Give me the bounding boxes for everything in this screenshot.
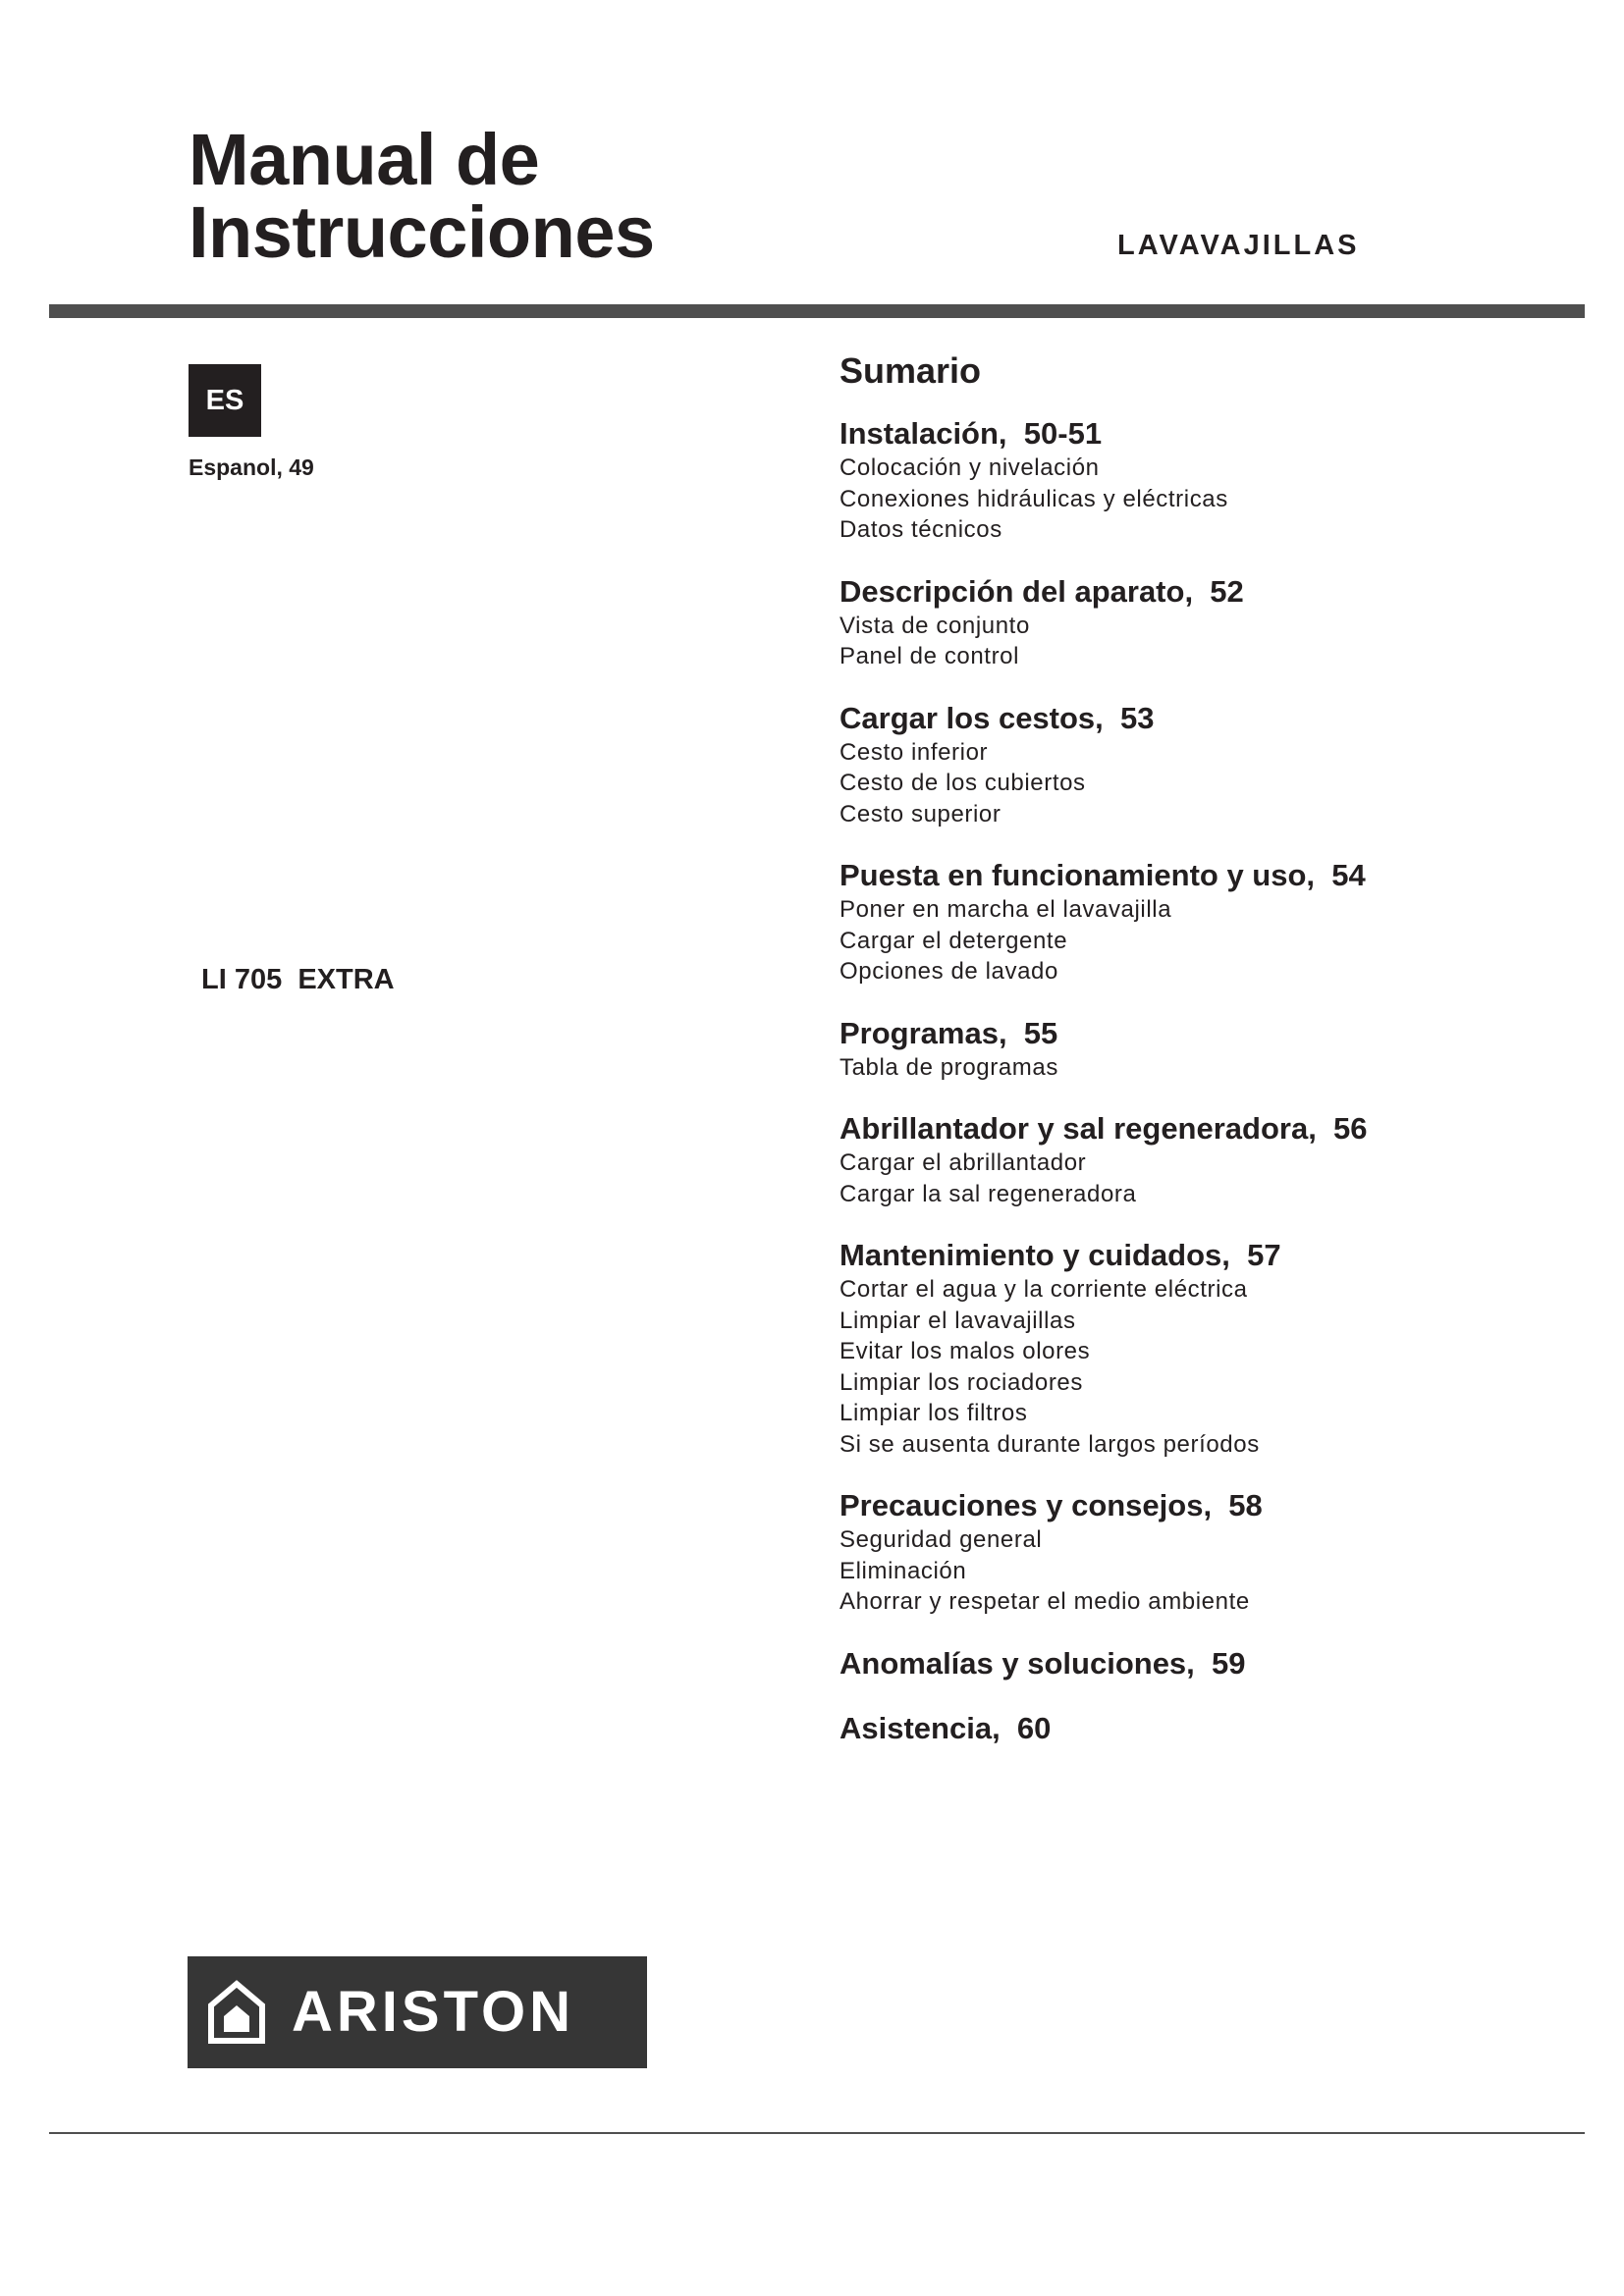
toc-subitem: Tabla de programas bbox=[839, 1053, 1058, 1081]
toc-subitem: Limpiar los filtros bbox=[839, 1400, 1028, 1426]
toc-heading: Sumario bbox=[839, 350, 982, 391]
toc-subitem: Cesto superior bbox=[839, 800, 1001, 828]
brand-name: ARISTON bbox=[292, 1980, 574, 2044]
title-line-1: Manual de bbox=[189, 119, 540, 200]
toc-section bbox=[839, 857, 1586, 988]
toc-subitem: Evitar los malos olores bbox=[839, 1338, 1091, 1364]
toc-subitem: Panel de control bbox=[839, 643, 1020, 669]
toc-section-title: Programas, 55 bbox=[839, 1015, 1058, 1050]
toc-subitem: Opciones de lavado bbox=[839, 958, 1058, 985]
toc-section-title: Abrillantador y sal regeneradora, 56 bbox=[839, 1111, 1368, 1146]
toc-subitem: Cortar el agua y la corriente eléctrica bbox=[839, 1276, 1248, 1303]
toc-section-title: Precauciones y consejos, 58 bbox=[839, 1488, 1263, 1522]
toc-section-title: Puesta en funcionamiento y uso, 54 bbox=[839, 858, 1366, 892]
toc-section bbox=[839, 415, 1586, 546]
toc-section-title: Descripción del aparato, 52 bbox=[839, 573, 1244, 609]
toc-subitem: Limpiar los rociadores bbox=[839, 1368, 1083, 1396]
model-name: LI 705 EXTRA bbox=[201, 964, 395, 995]
language-page-reference: Espanol, 49 bbox=[189, 454, 314, 480]
toc-subitem: Datos técnicos bbox=[839, 516, 1002, 543]
toc-subitem: Poner en marcha el lavavajilla bbox=[839, 896, 1172, 923]
toc-section bbox=[839, 573, 1586, 672]
bottom-divider bbox=[49, 2132, 1585, 2134]
toc-subitem: Eliminación bbox=[839, 1557, 967, 1584]
toc-section bbox=[839, 1710, 1586, 1747]
toc-section bbox=[839, 1645, 1586, 1682]
table-of-contents bbox=[839, 348, 1586, 1775]
toc-subitem: Conexiones hidráulicas y eléctricas bbox=[839, 485, 1228, 512]
toc-subitem: Ahorrar y respetar el medio ambiente bbox=[839, 1588, 1250, 1615]
toc-subitem: Vista de conjunto bbox=[839, 612, 1030, 639]
toc-subitem: Cargar el detergente bbox=[839, 927, 1068, 954]
toc-section-title: Instalación, 50-51 bbox=[839, 416, 1103, 451]
toc-section bbox=[839, 1015, 1586, 1084]
language-badge: ES bbox=[189, 364, 261, 437]
toc-subitem: Cargar la sal regeneradora bbox=[839, 1180, 1137, 1207]
toc-subitem: Limpiar el lavavajillas bbox=[839, 1307, 1076, 1334]
product-category: LAVAVAJILLAS bbox=[1117, 230, 1360, 261]
toc-section bbox=[839, 700, 1586, 830]
toc-subitem: Cesto inferior bbox=[839, 738, 989, 766]
title-line-2: Instrucciones bbox=[189, 191, 655, 273]
toc-section bbox=[839, 1487, 1586, 1618]
toc-section-title: Mantenimiento y cuidados, 57 bbox=[839, 1238, 1281, 1272]
toc-section bbox=[839, 1110, 1586, 1209]
toc-section bbox=[839, 1237, 1586, 1460]
toc-section-title: Cargar los cestos, 53 bbox=[839, 700, 1155, 735]
toc-section-title: Anomalías y soluciones, 59 bbox=[839, 1645, 1246, 1681]
house-icon bbox=[207, 1980, 266, 2045]
toc-subitem: Seguridad general bbox=[839, 1526, 1043, 1553]
brand-logo bbox=[188, 1956, 647, 2068]
toc-sections bbox=[839, 415, 1586, 1747]
toc-subitem: Si se ausenta durante largos períodos bbox=[839, 1430, 1260, 1458]
top-divider bbox=[49, 304, 1585, 318]
toc-subitem: Cesto de los cubiertos bbox=[839, 770, 1086, 796]
toc-section-title: Asistencia, 60 bbox=[839, 1710, 1052, 1745]
toc-subitem: Cargar el abrillantador bbox=[839, 1149, 1087, 1176]
toc-subitem: Colocación y nivelación bbox=[839, 454, 1100, 481]
